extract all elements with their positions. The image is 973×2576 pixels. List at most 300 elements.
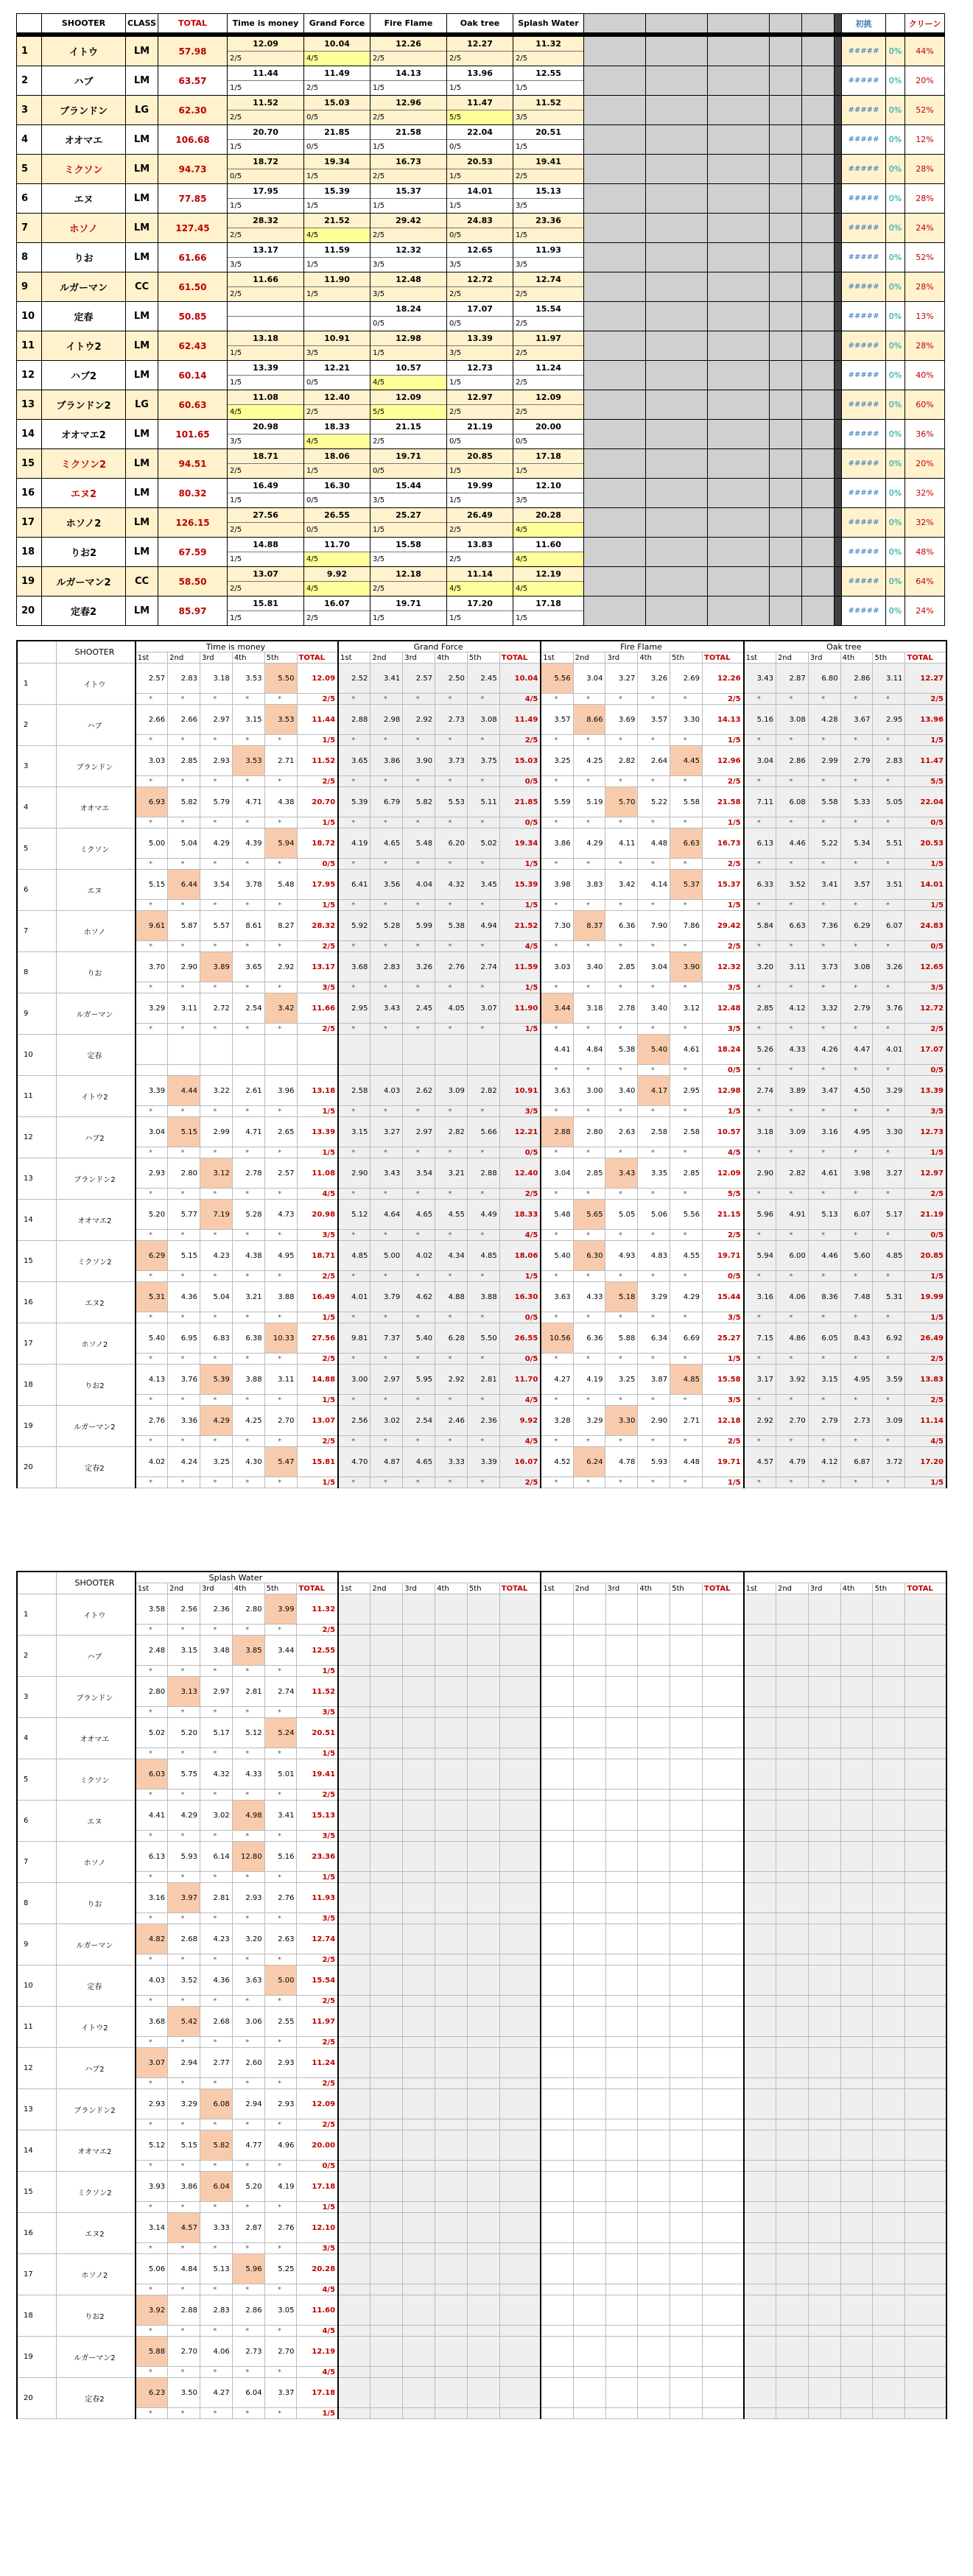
shot-mark: *: [232, 1436, 264, 1447]
row-shooter: オオマエ: [57, 787, 136, 828]
shot-time: 2.97: [403, 1117, 435, 1147]
column-header: 4th: [435, 652, 468, 664]
shot-mark: *: [403, 900, 435, 911]
clean-count: 0/5: [905, 817, 946, 828]
course-clean: 1/5: [304, 199, 370, 214]
empty-cell: [573, 1801, 605, 1831]
shooter-class: LG: [126, 96, 158, 125]
shot-time: 3.52: [168, 1966, 200, 1996]
course-clean: 3/5: [370, 258, 447, 272]
shot-time: 9.61: [136, 911, 168, 941]
course-clean: 3/5: [228, 258, 304, 272]
empty-cell: [403, 2172, 435, 2202]
column-header: 5th: [873, 652, 905, 664]
rate-clean: 36%: [905, 420, 945, 449]
empty-cell: [873, 1872, 905, 1883]
empty-cell: [338, 2119, 370, 2130]
empty-cell: [744, 1913, 776, 1924]
empty-cell: [776, 2161, 808, 2172]
shot-mark: [264, 1065, 297, 1076]
clean-count: 4/5: [297, 2326, 338, 2337]
empty-cell: [467, 2337, 499, 2367]
empty-cell: [670, 1924, 703, 1954]
shot-time: 2.93: [264, 2089, 297, 2119]
empty-course: [770, 184, 802, 214]
rate-first: #####: [842, 597, 886, 626]
shot-mark: *: [136, 2367, 168, 2378]
empty-cell: [605, 1872, 638, 1883]
row-index: 18: [17, 2295, 57, 2337]
shot-time: 2.79: [840, 746, 873, 776]
string-total: 13.39: [905, 1076, 946, 1106]
shot-time: 5.58: [670, 787, 703, 817]
shot-time: 2.68: [200, 2007, 232, 2037]
empty-cell: [703, 1625, 744, 1636]
empty-cell: [744, 2130, 776, 2161]
header-index: [17, 641, 57, 664]
empty-cell: [403, 2037, 435, 2048]
empty-cell: [703, 2119, 744, 2130]
empty-cell: [467, 1759, 499, 1790]
shot-mark: *: [264, 1477, 297, 1488]
course-time: 21.19: [447, 420, 513, 434]
shot-mark: *: [638, 1477, 670, 1488]
shot-mark: *: [670, 941, 703, 952]
string-total: 19.71: [703, 1447, 744, 1477]
course-time: 11.32: [513, 37, 584, 52]
shot-time: 4.17: [638, 1076, 670, 1106]
shot-time: 2.56: [338, 1406, 370, 1436]
shot-time: 4.61: [808, 1158, 840, 1189]
shot-mark: *: [808, 1354, 840, 1365]
column-header: 5th: [467, 1583, 499, 1594]
empty-cell: [541, 2048, 573, 2078]
empty-course: [770, 96, 802, 125]
empty-cell: [873, 2254, 905, 2284]
empty-cell: [573, 2037, 605, 2048]
empty-cell: [905, 2078, 946, 2089]
empty-cell: [873, 1636, 905, 1666]
row-index: 11: [17, 2007, 57, 2048]
shot-mark: *: [808, 694, 840, 705]
shot-mark: *: [136, 1790, 168, 1801]
shot-mark: *: [403, 694, 435, 705]
shot-mark: *: [638, 1147, 670, 1158]
empty-cell: [541, 2089, 573, 2119]
shot-mark: *: [136, 2408, 168, 2419]
empty-cell: [840, 1677, 873, 1707]
empty-cell: [905, 2089, 946, 2119]
shot-time: 5.12: [136, 2130, 168, 2161]
shot-time: 4.48: [638, 828, 670, 859]
clean-count: 0/5: [703, 1065, 744, 1076]
empty-cell: [873, 1996, 905, 2007]
empty-cell: [435, 1748, 468, 1759]
course-time: 12.40: [304, 390, 370, 405]
shot-mark: *: [200, 1312, 232, 1323]
shot-time: 4.26: [808, 1035, 840, 1065]
course-time: 11.52: [513, 96, 584, 110]
shot-mark: *: [638, 1106, 670, 1117]
empty-cell: [776, 1594, 808, 1625]
shot-time: 4.38: [264, 787, 297, 817]
empty-cell: [605, 2161, 638, 2172]
column-header: 2nd: [370, 1583, 403, 1594]
shot-mark: *: [840, 982, 873, 993]
empty-cell: [744, 1831, 776, 1842]
shot-time: 4.24: [168, 1447, 200, 1477]
empty-cell: [670, 2172, 703, 2202]
string-total: 12.32: [703, 952, 744, 982]
row-index: 4: [17, 1718, 57, 1759]
course-clean: 1/5: [447, 199, 513, 214]
row-shooter: ブランドン2: [57, 2089, 136, 2130]
shot-mark: *: [136, 2326, 168, 2337]
empty-cell: [776, 1924, 808, 1954]
empty-cell: [573, 1913, 605, 1924]
course-time: 9.92: [304, 567, 370, 582]
empty-cell: [840, 2378, 873, 2408]
course-time: [304, 302, 370, 317]
empty-cell: [776, 2007, 808, 2037]
shot-time: 5.24: [264, 1718, 297, 1748]
clean-count: 1/5: [905, 900, 946, 911]
course-time: 18.06: [304, 449, 370, 464]
shot-time: 2.55: [264, 2007, 297, 2037]
shot-mark: *: [873, 859, 905, 870]
rate-first: #####: [842, 361, 886, 390]
shot-time: 3.47: [808, 1076, 840, 1106]
shot-mark: *: [168, 1271, 200, 1282]
string-total: 11.49: [499, 705, 541, 735]
shot-mark: *: [435, 694, 468, 705]
shot-mark: *: [136, 2243, 168, 2254]
empty-course: [584, 331, 646, 361]
string-total: 16.30: [499, 1282, 541, 1312]
empty-cell: [338, 2367, 370, 2378]
shot-time: 2.63: [264, 1924, 297, 1954]
string-total: 12.73: [905, 1117, 946, 1147]
empty-cell: [605, 1842, 638, 1872]
shot-mark: *: [232, 2161, 264, 2172]
shot-time: 3.89: [200, 952, 232, 982]
empty-cell: [905, 2326, 946, 2337]
shot-mark: *: [840, 776, 873, 787]
shot-time: 3.04: [541, 1158, 573, 1189]
total-time: 60.14: [158, 361, 228, 390]
shot-time: 6.05: [808, 1323, 840, 1354]
shot-mark: *: [136, 1230, 168, 1241]
row-index: 9: [17, 993, 57, 1035]
shot-mark: *: [232, 1395, 264, 1406]
empty-cell: [703, 2048, 744, 2078]
shot-mark: *: [573, 776, 605, 787]
course-clean: [304, 317, 370, 331]
empty-cell: [670, 2254, 703, 2284]
empty-cell: [605, 2295, 638, 2326]
course-time: 15.81: [228, 597, 304, 611]
shot-time: 4.95: [840, 1365, 873, 1395]
string-total: 15.03: [499, 746, 541, 776]
empty-cell: [873, 1842, 905, 1872]
shot-mark: *: [232, 1106, 264, 1117]
shot-time: 4.02: [403, 1241, 435, 1271]
empty-course: [802, 243, 835, 272]
course-time: 12.19: [513, 567, 584, 582]
empty-cell: [670, 1872, 703, 1883]
empty-course: [584, 214, 646, 243]
clean-count: 1/5: [297, 1748, 338, 1759]
shot-time: 3.11: [873, 664, 905, 694]
string-total: 11.70: [499, 1365, 541, 1395]
empty-cell: [541, 2378, 573, 2408]
clean-count: 2/5: [297, 1996, 338, 2007]
shooter-name: ルガーマン: [42, 272, 126, 302]
shooter-class: CC: [126, 272, 158, 302]
rate-first: #####: [842, 567, 886, 597]
empty-cell: [744, 2337, 776, 2367]
empty-cell: [605, 2007, 638, 2037]
empty-cell: [905, 2037, 946, 2048]
shot-mark: *: [573, 900, 605, 911]
shot-time: 4.82: [136, 1924, 168, 1954]
header-extra: [646, 14, 708, 33]
shot-time: 3.08: [467, 705, 499, 735]
shot-mark: *: [232, 1748, 264, 1759]
shot-time: 5.48: [264, 870, 297, 900]
shot-mark: *: [338, 900, 370, 911]
empty-cell: [499, 2130, 541, 2161]
shot-mark: *: [264, 859, 297, 870]
shot-time: 8.37: [573, 911, 605, 941]
shot-time: 4.03: [136, 1966, 168, 1996]
shot-time: 5.02: [136, 1718, 168, 1748]
empty-cell: [403, 1748, 435, 1759]
shot-mark: *: [670, 1271, 703, 1282]
empty-cell: [670, 1594, 703, 1625]
header-course: Oak tree: [447, 14, 513, 33]
shot-mark: *: [670, 1147, 703, 1158]
empty-cell: [808, 2378, 840, 2408]
empty-cell: [573, 2295, 605, 2326]
course-clean: 1/5: [228, 346, 304, 361]
empty-cell: [605, 1924, 638, 1954]
shot-time: 3.70: [136, 952, 168, 982]
empty-cell: [338, 1748, 370, 1759]
shot-time: 3.27: [370, 1117, 403, 1147]
shot-mark: *: [168, 2037, 200, 2048]
shooter-name: ミクソン2: [42, 449, 126, 479]
shot-mark: [370, 1065, 403, 1076]
shot-mark: *: [873, 1065, 905, 1076]
empty-cell: [573, 1707, 605, 1718]
shot-time: [370, 1035, 403, 1065]
shot-time: 5.06: [136, 2254, 168, 2284]
row-index: 12: [17, 2048, 57, 2089]
row-shooter: ルガーマン: [57, 993, 136, 1035]
clean-count: 2/5: [297, 2037, 338, 2048]
empty-cell: [840, 2254, 873, 2284]
empty-cell: [573, 1924, 605, 1954]
shot-time: 3.93: [136, 2172, 168, 2202]
empty-cell: [573, 1872, 605, 1883]
empty-cell: [703, 2130, 744, 2161]
row-index: 5: [17, 828, 57, 870]
empty-cell: [403, 2202, 435, 2213]
row-shooter: りお: [57, 952, 136, 993]
shot-time: 2.57: [136, 664, 168, 694]
empty-cell: [499, 2213, 541, 2243]
shot-mark: *: [808, 982, 840, 993]
shot-time: 2.83: [370, 952, 403, 982]
empty-cell: [840, 2172, 873, 2202]
empty-cell: [435, 1966, 468, 1996]
empty-cell: [499, 2367, 541, 2378]
empty-course: [584, 508, 646, 538]
shot-time: 4.36: [168, 1282, 200, 1312]
shot-time: 3.20: [232, 1924, 264, 1954]
shot-time: 4.88: [435, 1282, 468, 1312]
course-group-title: Oak tree: [744, 641, 946, 652]
header-extra: [802, 14, 835, 33]
course-clean: 0/5: [304, 376, 370, 390]
shot-time: 2.97: [200, 1677, 232, 1707]
shot-time: 2.94: [232, 2089, 264, 2119]
rate-first: #####: [842, 449, 886, 479]
string-total: 11.66: [297, 993, 338, 1024]
rate-clean: 52%: [905, 96, 945, 125]
total-time: 63.57: [158, 66, 228, 96]
shot-mark: *: [338, 982, 370, 993]
shot-time: 4.12: [776, 993, 808, 1024]
shot-time: 5.15: [168, 2130, 200, 2161]
empty-cell: [499, 2007, 541, 2037]
rate-zero: 0%: [886, 449, 905, 479]
empty-cell: [840, 1594, 873, 1625]
clean-count: 1/5: [297, 1312, 338, 1323]
course-time: 12.09: [513, 390, 584, 405]
shot-time: 3.44: [264, 1636, 297, 1666]
empty-cell: [776, 2337, 808, 2367]
empty-course: [708, 37, 770, 66]
empty-cell: [638, 1677, 670, 1707]
shot-time: 2.82: [435, 1117, 468, 1147]
string-total: 29.42: [703, 911, 744, 941]
spacer: [835, 302, 842, 331]
empty-cell: [905, 2337, 946, 2367]
shot-time: 5.58: [808, 787, 840, 817]
clean-count: 2/5: [499, 1189, 541, 1200]
empty-cell: [605, 1831, 638, 1842]
shot-time: 5.18: [605, 1282, 638, 1312]
empty-cell: [467, 1594, 499, 1625]
shot-mark: *: [541, 1147, 573, 1158]
empty-cell: [467, 2048, 499, 2078]
spacer: [835, 420, 842, 449]
empty-course: [802, 302, 835, 331]
course-time: 12.26: [370, 37, 447, 52]
shot-time: 3.54: [403, 1158, 435, 1189]
empty-course: [708, 125, 770, 155]
empty-cell: [403, 2243, 435, 2254]
row-shooter: ルガーマン: [57, 1924, 136, 1966]
empty-cell: [541, 1883, 573, 1913]
shot-time: 4.52: [541, 1447, 573, 1477]
empty-cell: [605, 1718, 638, 1748]
empty-cell: [403, 1924, 435, 1954]
clean-count: 1/5: [297, 1147, 338, 1158]
row-shooter: ミクソン: [57, 828, 136, 870]
empty-cell: [638, 1831, 670, 1842]
shot-time: 4.04: [403, 870, 435, 900]
shot-time: 5.56: [541, 664, 573, 694]
shot-time: 2.97: [200, 705, 232, 735]
shot-mark: *: [168, 1395, 200, 1406]
shot-mark: *: [370, 982, 403, 993]
shot-time: 5.28: [370, 911, 403, 941]
shot-mark: *: [467, 1312, 499, 1323]
course-clean: 2/5: [447, 52, 513, 66]
shot-mark: *: [232, 2284, 264, 2295]
shot-time: 5.79: [200, 787, 232, 817]
shot-time: 8.66: [573, 705, 605, 735]
empty-cell: [840, 1831, 873, 1842]
shot-time: 3.18: [200, 664, 232, 694]
empty-cell: [905, 1677, 946, 1707]
empty-cell: [873, 1677, 905, 1707]
header-extra: [770, 14, 802, 33]
shot-mark: *: [338, 735, 370, 746]
shot-time: 5.82: [168, 787, 200, 817]
string-total: 12.74: [297, 1924, 338, 1954]
shot-mark: *: [541, 817, 573, 828]
string-total: 20.51: [297, 1718, 338, 1748]
shot-mark: *: [776, 1354, 808, 1365]
course-group-title: [744, 1572, 946, 1583]
shot-time: 3.65: [232, 952, 264, 982]
shot-mark: *: [232, 1189, 264, 1200]
shot-mark: *: [744, 1271, 776, 1282]
empty-cell: [403, 1872, 435, 1883]
empty-course: [708, 361, 770, 390]
shot-mark: *: [638, 817, 670, 828]
shot-mark: *: [200, 859, 232, 870]
empty-cell: [670, 2007, 703, 2037]
shot-time: 2.90: [744, 1158, 776, 1189]
empty-cell: [808, 2213, 840, 2243]
string-total: 11.32: [297, 1594, 338, 1625]
empty-cell: [905, 1831, 946, 1842]
clean-count: 2/5: [297, 1954, 338, 1966]
empty-cell: [435, 2172, 468, 2202]
shot-time: 6.83: [200, 1323, 232, 1354]
shot-mark: *: [605, 1436, 638, 1447]
empty-cell: [370, 1872, 403, 1883]
shot-time: 3.53: [232, 746, 264, 776]
empty-cell: [744, 1954, 776, 1966]
course-clean: 1/5: [370, 346, 447, 361]
string-total: 18.06: [499, 1241, 541, 1271]
column-header: 1st: [136, 1583, 168, 1594]
rate-zero: 0%: [886, 243, 905, 272]
string-total: 17.07: [905, 1035, 946, 1065]
empty-cell: [670, 1842, 703, 1872]
shot-time: 5.31: [136, 1282, 168, 1312]
shot-time: 3.86: [370, 746, 403, 776]
column-header: 2nd: [776, 652, 808, 664]
empty-cell: [605, 1759, 638, 1790]
shot-mark: *: [168, 2119, 200, 2130]
